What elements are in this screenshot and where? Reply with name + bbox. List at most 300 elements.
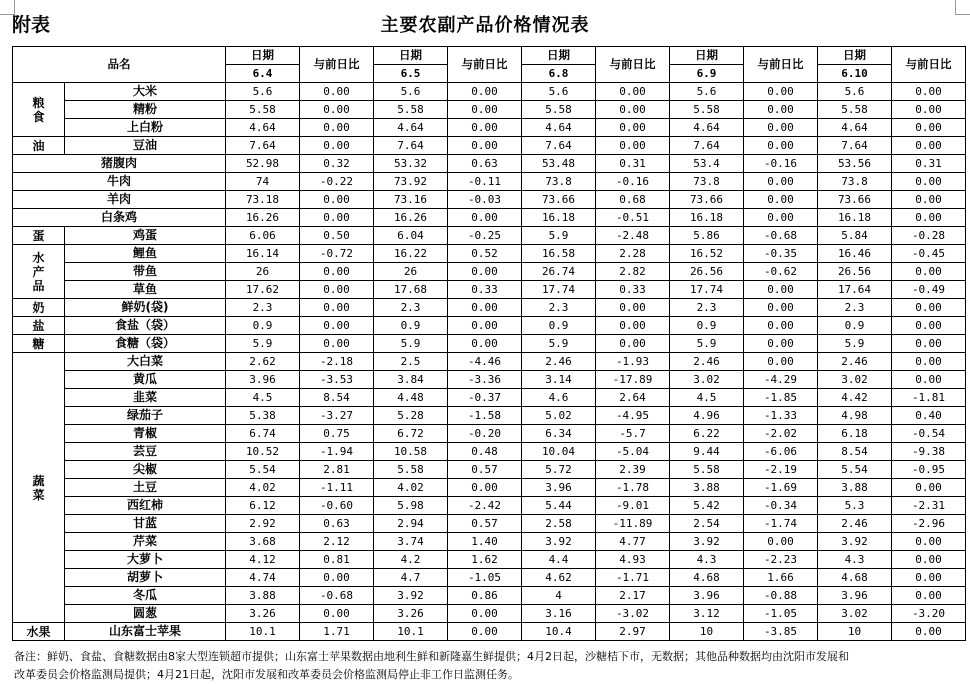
price-cell: 5.86 bbox=[670, 227, 744, 245]
change-cell: -5.7 bbox=[596, 425, 670, 443]
table-row bbox=[13, 461, 966, 479]
price-cell: 3.88 bbox=[226, 587, 300, 605]
price-cell: 3.02 bbox=[818, 605, 892, 623]
table-row bbox=[13, 353, 966, 371]
table-row bbox=[13, 389, 966, 407]
price-cell: 53.48 bbox=[522, 155, 596, 173]
change-cell: 0.50 bbox=[300, 227, 374, 245]
price-cell: 73.66 bbox=[818, 191, 892, 209]
change-cell: -4.95 bbox=[596, 407, 670, 425]
change-cell: -1.05 bbox=[448, 569, 522, 587]
price-cell: 5.98 bbox=[374, 497, 448, 515]
change-cell: 0.00 bbox=[300, 101, 374, 119]
page-header bbox=[0, 0, 970, 46]
change-cell: -1.71 bbox=[596, 569, 670, 587]
price-cell: 3.84 bbox=[374, 371, 448, 389]
change-cell: -0.62 bbox=[744, 263, 818, 281]
price-cell: 4.4 bbox=[522, 551, 596, 569]
change-cell: -0.60 bbox=[300, 497, 374, 515]
change-cell: -1.94 bbox=[300, 443, 374, 461]
price-cell: 26 bbox=[226, 263, 300, 281]
price-cell: 10.4 bbox=[522, 623, 596, 641]
table-row bbox=[13, 407, 966, 425]
change-cell: -3.20 bbox=[892, 605, 966, 623]
product-name: 精粉 bbox=[65, 101, 226, 119]
price-cell: 5.9 bbox=[818, 335, 892, 353]
table-row bbox=[13, 605, 966, 623]
change-cell: -0.88 bbox=[744, 587, 818, 605]
change-cell: -2.18 bbox=[300, 353, 374, 371]
change-cell: 0.00 bbox=[300, 191, 374, 209]
price-cell: 2.62 bbox=[226, 353, 300, 371]
price-cell: 3.96 bbox=[522, 479, 596, 497]
footnote-line-1: 备注：鲜奶、食盐、食糖数据由8家大型连锁超市提供；山东富士苹果数据由地利生鲜和新隆嘉生鲜提供；4月2日起，沙糖桔下市，无数据；其他品种数据均由沈阳市发展和 bbox=[14, 650, 849, 663]
change-cell: -0.68 bbox=[300, 587, 374, 605]
change-cell: 0.00 bbox=[448, 479, 522, 497]
price-cell: 3.92 bbox=[522, 533, 596, 551]
price-cell: 4.62 bbox=[522, 569, 596, 587]
change-cell: 0.00 bbox=[596, 83, 670, 101]
table-row bbox=[13, 137, 966, 155]
date-col-header: 日期 bbox=[522, 47, 596, 65]
price-cell: 4.64 bbox=[374, 119, 448, 137]
product-name: 西红柿 bbox=[65, 497, 226, 515]
change-cell: 0.63 bbox=[448, 155, 522, 173]
change-cell: 0.00 bbox=[448, 335, 522, 353]
price-cell: 4.5 bbox=[670, 389, 744, 407]
change-cell: -3.27 bbox=[300, 407, 374, 425]
table-row bbox=[13, 83, 966, 101]
product-name: 羊肉 bbox=[13, 191, 226, 209]
change-cell: 0.00 bbox=[596, 317, 670, 335]
price-cell: 3.96 bbox=[226, 371, 300, 389]
change-cell: 0.00 bbox=[892, 551, 966, 569]
price-cell: 73.66 bbox=[670, 191, 744, 209]
date-value: 6.4 bbox=[226, 65, 300, 83]
category-label: 蔬 菜 bbox=[13, 353, 65, 623]
price-cell: 4.3 bbox=[818, 551, 892, 569]
price-cell: 5.28 bbox=[374, 407, 448, 425]
price-table bbox=[12, 46, 966, 641]
product-name: 尖椒 bbox=[65, 461, 226, 479]
price-cell: 6.34 bbox=[522, 425, 596, 443]
change-cell: -0.11 bbox=[448, 173, 522, 191]
change-cell: -5.04 bbox=[596, 443, 670, 461]
price-cell: 2.46 bbox=[818, 515, 892, 533]
change-cell: -0.51 bbox=[596, 209, 670, 227]
price-cell: 2.3 bbox=[818, 299, 892, 317]
price-cell: 16.18 bbox=[818, 209, 892, 227]
price-cell: 7.64 bbox=[226, 137, 300, 155]
price-cell: 4.6 bbox=[522, 389, 596, 407]
price-cell: 16.46 bbox=[818, 245, 892, 263]
change-cell: 0.00 bbox=[448, 83, 522, 101]
price-cell: 2.3 bbox=[522, 299, 596, 317]
price-cell: 6.04 bbox=[374, 227, 448, 245]
price-cell: 17.64 bbox=[818, 281, 892, 299]
change-cell: 0.00 bbox=[300, 605, 374, 623]
change-cell: 1.62 bbox=[448, 551, 522, 569]
price-cell: 8.54 bbox=[818, 443, 892, 461]
product-name: 食盐（袋） bbox=[65, 317, 226, 335]
price-cell: 5.6 bbox=[374, 83, 448, 101]
change-cell: 0.00 bbox=[744, 533, 818, 551]
table-row bbox=[13, 443, 966, 461]
change-cell: 2.28 bbox=[596, 245, 670, 263]
change-cell: 2.97 bbox=[596, 623, 670, 641]
change-cell: 0.00 bbox=[892, 191, 966, 209]
change-cell: -0.35 bbox=[744, 245, 818, 263]
change-cell: 2.39 bbox=[596, 461, 670, 479]
table-row bbox=[13, 173, 966, 191]
change-cell: 0.33 bbox=[596, 281, 670, 299]
price-cell: 16.26 bbox=[374, 209, 448, 227]
category-label: 粮 食 bbox=[13, 83, 65, 137]
price-cell: 73.66 bbox=[522, 191, 596, 209]
price-cell: 26.56 bbox=[818, 263, 892, 281]
change-cell: 0.00 bbox=[744, 83, 818, 101]
footnote-line-2: 改革委员会价格监测局提供；4月21日起，沈阳市发展和改革委员会价格监测局停止非工作日监测任务。 bbox=[14, 668, 519, 681]
price-cell: 9.44 bbox=[670, 443, 744, 461]
change-cell: -1.33 bbox=[744, 407, 818, 425]
change-cell: 0.40 bbox=[892, 407, 966, 425]
price-cell: 5.9 bbox=[226, 335, 300, 353]
table-row bbox=[13, 533, 966, 551]
date-value: 6.8 bbox=[522, 65, 596, 83]
price-cell: 4.2 bbox=[374, 551, 448, 569]
product-name: 青椒 bbox=[65, 425, 226, 443]
price-cell: 2.58 bbox=[522, 515, 596, 533]
category-label: 蛋 bbox=[13, 227, 65, 245]
change-cell: 0.57 bbox=[448, 515, 522, 533]
price-cell: 10 bbox=[670, 623, 744, 641]
table-row bbox=[13, 101, 966, 119]
price-cell: 5.6 bbox=[522, 83, 596, 101]
table-row bbox=[13, 119, 966, 137]
price-cell: 4.64 bbox=[818, 119, 892, 137]
price-cell: 7.64 bbox=[818, 137, 892, 155]
change-cell: -0.22 bbox=[300, 173, 374, 191]
table-row bbox=[13, 155, 966, 173]
product-name: 山东富士苹果 bbox=[65, 623, 226, 641]
change-cell: -0.25 bbox=[448, 227, 522, 245]
change-cell: 4.93 bbox=[596, 551, 670, 569]
change-cell: 0.00 bbox=[448, 317, 522, 335]
price-cell: 4.64 bbox=[226, 119, 300, 137]
price-cell: 5.58 bbox=[374, 461, 448, 479]
change-cell: -3.02 bbox=[596, 605, 670, 623]
change-cell: 0.00 bbox=[300, 317, 374, 335]
table-row bbox=[13, 191, 966, 209]
price-cell: 0.9 bbox=[226, 317, 300, 335]
change-cell: -0.95 bbox=[892, 461, 966, 479]
change-cell: -2.96 bbox=[892, 515, 966, 533]
price-cell: 26.74 bbox=[522, 263, 596, 281]
table-row bbox=[13, 623, 966, 641]
change-cell: 2.82 bbox=[596, 263, 670, 281]
price-cell: 5.6 bbox=[818, 83, 892, 101]
change-cell: 0.00 bbox=[892, 479, 966, 497]
price-cell: 16.14 bbox=[226, 245, 300, 263]
change-cell: -9.38 bbox=[892, 443, 966, 461]
price-cell: 10.58 bbox=[374, 443, 448, 461]
price-cell: 52.98 bbox=[226, 155, 300, 173]
product-name: 带鱼 bbox=[65, 263, 226, 281]
change-cell: 0.00 bbox=[448, 263, 522, 281]
table-row bbox=[13, 479, 966, 497]
page-title: 主要农副产品价格情况表 bbox=[380, 15, 590, 36]
product-name: 草鱼 bbox=[65, 281, 226, 299]
change-cell: -4.46 bbox=[448, 353, 522, 371]
change-cell: 0.00 bbox=[744, 191, 818, 209]
change-cell: -1.85 bbox=[744, 389, 818, 407]
change-cell: -2.19 bbox=[744, 461, 818, 479]
change-cell: -1.93 bbox=[596, 353, 670, 371]
change-cell: -3.85 bbox=[744, 623, 818, 641]
change-cell: 0.00 bbox=[744, 281, 818, 299]
price-cell: 10.1 bbox=[226, 623, 300, 641]
price-cell: 5.58 bbox=[670, 461, 744, 479]
change-cell: 0.00 bbox=[892, 83, 966, 101]
change-cell: -4.29 bbox=[744, 371, 818, 389]
change-cell: 0.00 bbox=[448, 101, 522, 119]
header-row-1 bbox=[13, 47, 966, 65]
product-name: 猪腹肉 bbox=[13, 155, 226, 173]
table-row bbox=[13, 371, 966, 389]
diff-col-header: 与前日比 bbox=[448, 47, 522, 83]
product-name: 芹菜 bbox=[65, 533, 226, 551]
change-cell: 0.00 bbox=[892, 569, 966, 587]
change-cell: -2.31 bbox=[892, 497, 966, 515]
change-cell: 0.00 bbox=[300, 119, 374, 137]
table-row bbox=[13, 263, 966, 281]
price-cell: 6.18 bbox=[818, 425, 892, 443]
table-row bbox=[13, 587, 966, 605]
table-row bbox=[13, 335, 966, 353]
change-cell: 0.00 bbox=[744, 335, 818, 353]
product-name: 韭菜 bbox=[65, 389, 226, 407]
price-cell: 3.92 bbox=[374, 587, 448, 605]
price-cell: 26 bbox=[374, 263, 448, 281]
change-cell: 4.77 bbox=[596, 533, 670, 551]
category-label: 盐 bbox=[13, 317, 65, 335]
table-row bbox=[13, 569, 966, 587]
price-cell: 5.72 bbox=[522, 461, 596, 479]
change-cell: 0.75 bbox=[300, 425, 374, 443]
change-cell: 0.63 bbox=[300, 515, 374, 533]
change-cell: 0.00 bbox=[300, 83, 374, 101]
change-cell: 1.71 bbox=[300, 623, 374, 641]
change-cell: -1.05 bbox=[744, 605, 818, 623]
price-cell: 4.3 bbox=[670, 551, 744, 569]
change-cell: 0.00 bbox=[448, 209, 522, 227]
change-cell: -3.36 bbox=[448, 371, 522, 389]
date-col-header: 日期 bbox=[670, 47, 744, 65]
change-cell: 2.17 bbox=[596, 587, 670, 605]
product-name: 白条鸡 bbox=[13, 209, 226, 227]
price-cell: 5.54 bbox=[226, 461, 300, 479]
change-cell: 0.00 bbox=[596, 335, 670, 353]
product-name: 黄瓜 bbox=[65, 371, 226, 389]
change-cell: -0.72 bbox=[300, 245, 374, 263]
price-cell: 16.58 bbox=[522, 245, 596, 263]
change-cell: 0.00 bbox=[596, 299, 670, 317]
price-cell: 4.48 bbox=[374, 389, 448, 407]
change-cell: -0.28 bbox=[892, 227, 966, 245]
price-cell: 3.26 bbox=[226, 605, 300, 623]
change-cell: -1.81 bbox=[892, 389, 966, 407]
price-cell: 5.6 bbox=[670, 83, 744, 101]
change-cell: 0.00 bbox=[892, 263, 966, 281]
price-cell: 6.74 bbox=[226, 425, 300, 443]
diff-col-header: 与前日比 bbox=[892, 47, 966, 83]
change-cell: 2.81 bbox=[300, 461, 374, 479]
price-cell: 26.56 bbox=[670, 263, 744, 281]
price-cell: 4.02 bbox=[374, 479, 448, 497]
change-cell: 0.00 bbox=[300, 299, 374, 317]
price-cell: 5.58 bbox=[522, 101, 596, 119]
product-name: 冬瓜 bbox=[65, 587, 226, 605]
product-name: 芸豆 bbox=[65, 443, 226, 461]
product-name: 上白粉 bbox=[65, 119, 226, 137]
price-cell: 16.18 bbox=[670, 209, 744, 227]
price-cell: 6.12 bbox=[226, 497, 300, 515]
change-cell: 0.00 bbox=[448, 605, 522, 623]
date-value: 6.9 bbox=[670, 65, 744, 83]
change-cell: 0.00 bbox=[300, 569, 374, 587]
price-cell: 17.68 bbox=[374, 281, 448, 299]
change-cell: 8.54 bbox=[300, 389, 374, 407]
price-cell: 16.22 bbox=[374, 245, 448, 263]
price-cell: 3.88 bbox=[818, 479, 892, 497]
price-cell: 5.42 bbox=[670, 497, 744, 515]
change-cell: 0.00 bbox=[892, 119, 966, 137]
change-cell: 0.00 bbox=[448, 137, 522, 155]
price-cell: 0.9 bbox=[818, 317, 892, 335]
change-cell: 0.00 bbox=[892, 623, 966, 641]
change-cell: 1.40 bbox=[448, 533, 522, 551]
price-cell: 4.7 bbox=[374, 569, 448, 587]
change-cell: -0.03 bbox=[448, 191, 522, 209]
date-col-header: 日期 bbox=[374, 47, 448, 65]
price-cell: 0.9 bbox=[670, 317, 744, 335]
change-cell: 0.00 bbox=[448, 299, 522, 317]
product-name: 圆葱 bbox=[65, 605, 226, 623]
table-row bbox=[13, 515, 966, 533]
price-cell: 73.92 bbox=[374, 173, 448, 191]
price-cell: 2.3 bbox=[226, 299, 300, 317]
change-cell: 0.00 bbox=[300, 335, 374, 353]
price-cell: 5.38 bbox=[226, 407, 300, 425]
change-cell: 0.00 bbox=[300, 263, 374, 281]
price-cell: 53.56 bbox=[818, 155, 892, 173]
price-cell: 5.02 bbox=[522, 407, 596, 425]
change-cell: 0.00 bbox=[744, 317, 818, 335]
change-cell: -0.49 bbox=[892, 281, 966, 299]
change-cell: 0.00 bbox=[300, 137, 374, 155]
price-cell: 16.26 bbox=[226, 209, 300, 227]
price-cell: 53.4 bbox=[670, 155, 744, 173]
price-cell: 3.74 bbox=[374, 533, 448, 551]
price-cell: 10.04 bbox=[522, 443, 596, 461]
change-cell: 0.57 bbox=[448, 461, 522, 479]
change-cell: -6.06 bbox=[744, 443, 818, 461]
price-cell: 4.96 bbox=[670, 407, 744, 425]
change-cell: -2.42 bbox=[448, 497, 522, 515]
price-cell: 4.64 bbox=[670, 119, 744, 137]
price-cell: 6.06 bbox=[226, 227, 300, 245]
price-cell: 2.46 bbox=[818, 353, 892, 371]
diff-col-header: 与前日比 bbox=[744, 47, 818, 83]
date-col-header: 日期 bbox=[818, 47, 892, 65]
price-cell: 73.8 bbox=[818, 173, 892, 191]
price-cell: 16.18 bbox=[522, 209, 596, 227]
change-cell: 0.52 bbox=[448, 245, 522, 263]
change-cell: 0.00 bbox=[892, 173, 966, 191]
product-name: 大白菜 bbox=[65, 353, 226, 371]
price-cell: 3.88 bbox=[670, 479, 744, 497]
price-cell: 5.9 bbox=[670, 335, 744, 353]
change-cell: 0.00 bbox=[744, 119, 818, 137]
price-cell: 5.84 bbox=[818, 227, 892, 245]
change-cell: 0.81 bbox=[300, 551, 374, 569]
date-col-header: 日期 bbox=[226, 47, 300, 65]
price-cell: 5.54 bbox=[818, 461, 892, 479]
change-cell: 0.33 bbox=[448, 281, 522, 299]
price-cell: 10 bbox=[818, 623, 892, 641]
product-name: 牛肉 bbox=[13, 173, 226, 191]
price-cell: 3.12 bbox=[670, 605, 744, 623]
price-cell: 2.3 bbox=[374, 299, 448, 317]
change-cell: 0.31 bbox=[892, 155, 966, 173]
change-cell: 2.64 bbox=[596, 389, 670, 407]
price-cell: 4 bbox=[522, 587, 596, 605]
category-label: 水果 bbox=[13, 623, 65, 641]
table-row bbox=[13, 425, 966, 443]
diff-col-header: 与前日比 bbox=[300, 47, 374, 83]
price-cell: 6.72 bbox=[374, 425, 448, 443]
price-cell: 5.58 bbox=[374, 101, 448, 119]
change-cell: 0.00 bbox=[892, 299, 966, 317]
price-cell: 2.3 bbox=[670, 299, 744, 317]
price-cell: 5.58 bbox=[226, 101, 300, 119]
change-cell: -11.89 bbox=[596, 515, 670, 533]
change-cell: -0.16 bbox=[744, 155, 818, 173]
price-cell: 2.46 bbox=[670, 353, 744, 371]
change-cell: 1.66 bbox=[744, 569, 818, 587]
price-cell: 5.6 bbox=[226, 83, 300, 101]
change-cell: 0.00 bbox=[300, 281, 374, 299]
date-value: 6.5 bbox=[374, 65, 448, 83]
price-cell: 16.52 bbox=[670, 245, 744, 263]
category-label: 奶 bbox=[13, 299, 65, 317]
table-row bbox=[13, 245, 966, 263]
price-cell: 5.9 bbox=[522, 227, 596, 245]
price-cell: 4.02 bbox=[226, 479, 300, 497]
price-cell: 3.14 bbox=[522, 371, 596, 389]
change-cell: -3.53 bbox=[300, 371, 374, 389]
price-cell: 4.12 bbox=[226, 551, 300, 569]
category-label: 水 产 品 bbox=[13, 245, 65, 299]
price-cell: 4.74 bbox=[226, 569, 300, 587]
price-cell: 3.26 bbox=[374, 605, 448, 623]
change-cell: -2.23 bbox=[744, 551, 818, 569]
change-cell: 0.00 bbox=[448, 119, 522, 137]
change-cell: -0.68 bbox=[744, 227, 818, 245]
table-row bbox=[13, 299, 966, 317]
change-cell: -1.11 bbox=[300, 479, 374, 497]
product-name: 鲤鱼 bbox=[65, 245, 226, 263]
